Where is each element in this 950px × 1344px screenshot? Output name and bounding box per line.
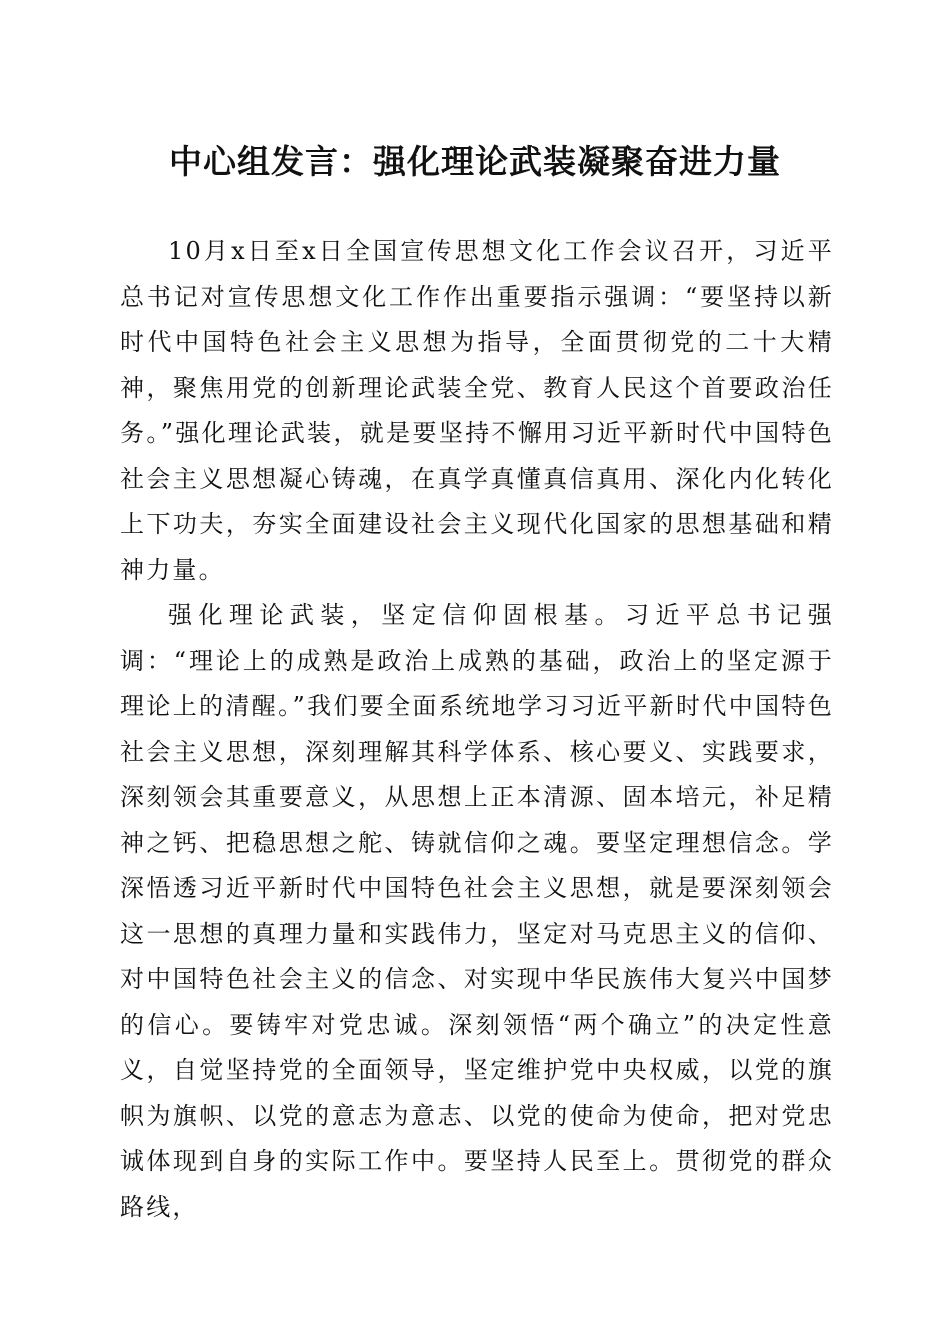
paragraph-1: 10月x日至x日全国宣传思想文化工作会议召开，习近平总书记对宣传思想文化工作作出重要指示强调：“要坚持以新时代中国特色社会主义思想为指导，全面贯彻党的二十大精神，聚焦用党的创新理论武装全党、教育人民这个首要政治任务。”强化理论武装，就是要坚持不懈用习近平新时代中国特色社会主义思想凝心铸魂，在真学真懂真信真用、深化内化转化上下功夫，夯实全面建设社会主义现代化国家的思想基础和精神力量。: [120, 237, 834, 584]
document-title: 中心组发言：强化理论武装凝聚奋进力量: [169, 142, 781, 181]
paragraph-2: 强化理论武装，坚定信仰固根基。习近平总书记强调：“理论上的成熟是政治上成熟的基础，政治上的坚定源于理论上的清醒。”我们要全面系统地学习习近平新时代中国特色社会主义思想，深刻理解其科学体系、核心要义、实践要求，深刻领会其重要意义，从思想上正本清源、固本培元，补足精神之钙、把稳思想之舵、铸就信仰之魂。要坚定理想信念。学深悟透习近平新时代中国特色社会主义思想，就是要深刻领会这一思想的真理力量和实践伟力，坚定对马克思主义的信仰、对中国特色社会主义的信念、对实现中华民族伟大复兴中国梦的信心。要铸牢对党忠诚。深刻领悟“两个确立”的决定性意义，自觉坚持党的全面领导，坚定维护党中央权威，以党的旗帜为旗帜、以党的意志为意志、以党的使命为使命，把对党忠诚体现到自身的实际工作中。要坚持人民至上。贯彻党的群众路线，: [120, 601, 834, 1221]
document-body: [120, 229, 834, 1230]
